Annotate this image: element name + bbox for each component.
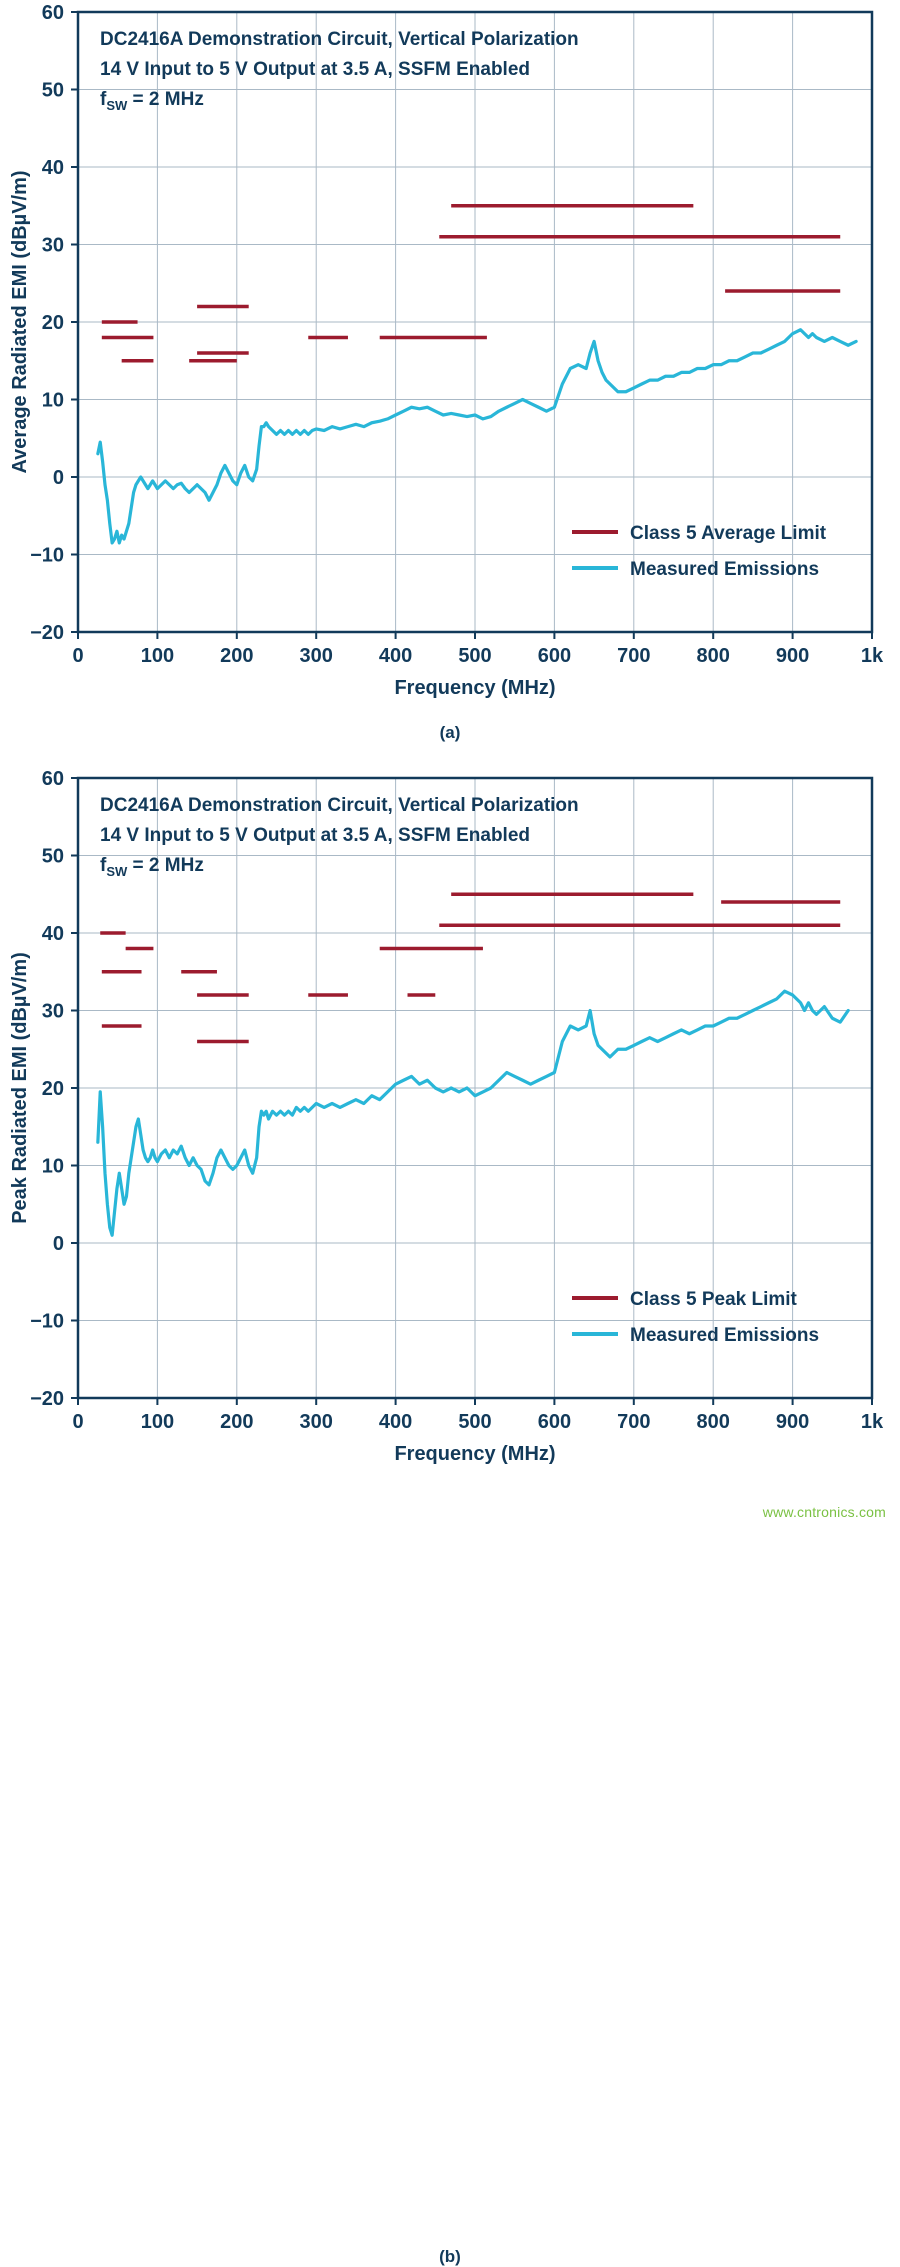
svg-text:30: 30 — [41, 234, 64, 257]
svg-text:14 V Input to 5 V Output at 3.: 14 V Input to 5 V Output at 3.5 A, SSFM Enabled — [100, 825, 531, 846]
svg-text:400: 400 — [378, 1411, 413, 1433]
svg-text:10: 10 — [41, 1155, 64, 1178]
svg-text:1k: 1k — [860, 645, 884, 667]
chart-svg-b — [0, 760, 900, 1466]
svg-text:100: 100 — [140, 1411, 175, 1433]
svg-text:600: 600 — [537, 1411, 572, 1433]
svg-text:Measured Emissions: Measured Emissions — [630, 1325, 820, 1346]
svg-text:500: 500 — [458, 645, 492, 667]
svg-text:200: 200 — [220, 1411, 254, 1433]
chart-svg-a — [0, 0, 900, 700]
svg-text:Measured Emissions: Measured Emissions — [630, 559, 820, 580]
svg-text:200: 200 — [220, 645, 254, 667]
svg-text:20: 20 — [41, 312, 64, 334]
svg-text:Frequency (MHz): Frequency (MHz) — [394, 1443, 556, 1465]
svg-text:0: 0 — [52, 1233, 64, 1255]
svg-text:−20: −20 — [30, 622, 64, 644]
svg-text:10: 10 — [41, 389, 64, 412]
svg-text:Average Radiated EMI (dBµV/m): Average Radiated EMI (dBµV/m) — [9, 170, 31, 474]
svg-text:Class 5 Peak Limit: Class 5 Peak Limit — [630, 1289, 797, 1310]
svg-text:0: 0 — [52, 467, 64, 489]
svg-text:fSW = 2 MHz: $f_{SW} = 2$ MHz — [100, 855, 204, 879]
svg-text:DC2416A Demonstration Circuit,: DC2416A Demonstration Circuit, Vertical Polarization — [100, 29, 579, 50]
svg-text:800: 800 — [696, 1411, 730, 1433]
svg-text:DC2416A Demonstration Circuit,: DC2416A Demonstration Circuit, Vertical Polarization — [100, 795, 579, 816]
chart-panel-b — [0, 760, 900, 2266]
plot-area-a — [0, 0, 900, 700]
chart-panel-a — [0, 0, 900, 760]
caption-a: (a) — [439, 723, 461, 742]
svg-text:50: 50 — [41, 79, 64, 102]
svg-text:500: 500 — [458, 1411, 492, 1433]
svg-text:0: 0 — [72, 645, 84, 667]
svg-text:700: 700 — [617, 645, 651, 667]
watermark: www.cntronics.com — [762, 1504, 886, 1520]
svg-text:−10: −10 — [30, 1310, 64, 1333]
svg-text:300: 300 — [299, 1411, 333, 1433]
svg-text:40: 40 — [41, 923, 64, 945]
svg-text:400: 400 — [378, 645, 413, 667]
svg-text:−10: −10 — [30, 544, 64, 567]
svg-text:900: 900 — [775, 1411, 810, 1433]
svg-text:60: 60 — [41, 2, 64, 24]
caption-b: (b) — [439, 2247, 461, 2266]
svg-text:100: 100 — [140, 645, 175, 667]
svg-text:0: 0 — [72, 1411, 84, 1433]
svg-text:14 V Input to 5 V Output at 3.: 14 V Input to 5 V Output at 3.5 A, SSFM Enabled — [100, 59, 531, 80]
svg-text:700: 700 — [617, 1411, 651, 1433]
svg-text:fSW = 2 MHz: $f_{SW} = 2$ MHz — [100, 89, 204, 113]
svg-text:600: 600 — [537, 645, 572, 667]
plot-area-b — [0, 760, 900, 1466]
svg-text:40: 40 — [41, 157, 64, 179]
svg-text:50: 50 — [41, 845, 64, 868]
svg-text:1k: 1k — [860, 1411, 884, 1433]
svg-text:−20: −20 — [30, 1388, 64, 1410]
svg-text:300: 300 — [299, 645, 333, 667]
svg-text:Frequency (MHz): Frequency (MHz) — [394, 677, 556, 699]
svg-text:Peak Radiated EMI (dBµV/m): Peak Radiated EMI (dBµV/m) — [9, 952, 31, 1224]
svg-text:800: 800 — [696, 645, 730, 667]
svg-text:20: 20 — [41, 1078, 64, 1100]
svg-text:900: 900 — [775, 645, 810, 667]
svg-text:60: 60 — [41, 768, 64, 790]
svg-text:Class 5 Average Limit: Class 5 Average Limit — [630, 523, 827, 544]
svg-text:30: 30 — [41, 1000, 64, 1023]
